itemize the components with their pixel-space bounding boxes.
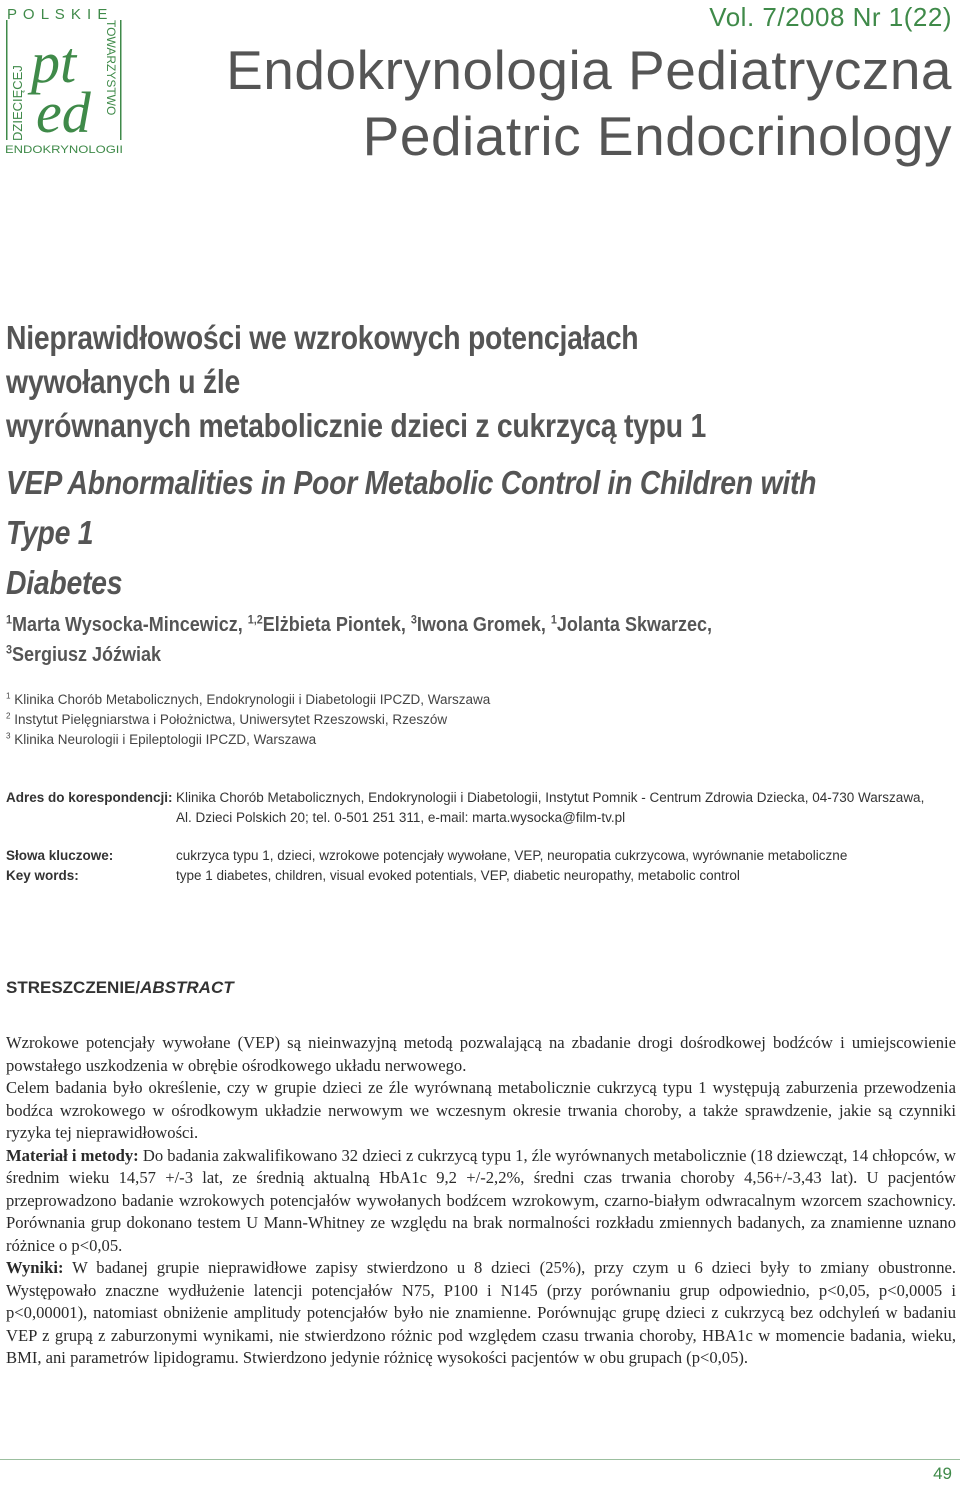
affiliation-list bbox=[6, 690, 706, 750]
abstract-paragraph: Materiał i metody: Do badania zakwalifikowano 32 dzieci z cukrzycą typu 1, źle wyrównanych metabolicznie (18 dziewcząt, 14 chłopców, w średnim wieku 14,57 +/-3 lat, ze średnią aktualną HbA1c 9,2 +/-2,2%, średni czas trwania choroby 4,56+/-3,43 lat). U pacjentów przeprowadzono badanie wzrokowych potencjałów wywołanych bodźcem wzrokowym, czarno-białym odwracalnym wzorcem szachownicy. Porównania grup dokonano testem U Mann-Whitney ze względu na brak normalności rozkładu zmiennych badanych, za znamienne uznano różnice o p<0,05. bbox=[6, 1145, 957, 1255]
results-label: Wyniki: bbox=[6, 1258, 64, 1277]
affiliation: $^1$ Klinika Chorób Metabolicznych, Endokrynologii i Diabetologii IPCZD, Warszawa bbox=[6, 691, 491, 707]
abstract-paragraph: Wyniki: W badanej grupie nieprawidłowe zapisy stwierdzono u 8 dzieci (25%), przy czym u 6 dzieci były to zmiany obustronne. Występowało znaczne wydłużenie latencji potencjałów N75, P100 i N145 (przy porównaniu grup odpowiednio, p<0,05, p<0,0005 i p<0,00001), natomiast obniżenie amplitudy potencjałów było nie znamienne. Porównując grupę dzieci z cukrzycą bez odchyleń w badaniu VEP z grupą z zaburzonymi wynikami, nie stwierdzono różnic pod względem czasu trwania choroby, HBA1c w momencie badania, wieku, BMI, ani parametrów lipidogramu. Stwierdzono jedynie różnicę wysokości pacjentów w obu grupach (p<0,05). bbox=[6, 1258, 956, 1367]
footer-divider bbox=[0, 1459, 960, 1460]
methods-label: Materiał i metody: bbox=[6, 1145, 139, 1165]
abstract-paragraph: Celem badania było określenie, czy w grupie dzieci ze źle wyrównaną metabolicznie cukrzycą typu 1 występują zaburzenia przewodzenia bodźca wzrokowego w ośrodkowym układzie nerwowym we wczesnym okresie trwania choroby, a także sprawdzenie, jakie są czynniki ryzyka tej nieprawidłowości. bbox=[6, 1078, 956, 1142]
abstract-body bbox=[6, 1032, 956, 1370]
keywords-en-label: Key words: bbox=[6, 868, 79, 883]
title-pl-line-2: wyrównanych metabolicznie dzieci z cukrzycą typu 1 bbox=[6, 407, 706, 444]
correspondence-label: Adres do korespondencji: bbox=[6, 790, 173, 805]
author: $^3$Iwona Gromek, bbox=[410, 612, 546, 636]
title-pl-line-1: Nieprawidłowości we wzrokowych potencjałach wywołanych u źle bbox=[6, 319, 639, 400]
keywords-en: type 1 diabetes, children, visual evoked potentials, VEP, diabetic neuropathy, metabolic control bbox=[176, 868, 740, 883]
logo-top-word: P O L S K I E bbox=[7, 6, 109, 23]
affiliation: $^2$ Instytut Pielęgniarstwa i Położnictwa, Uniwersytet Rzeszowski, Rzeszów bbox=[6, 711, 448, 727]
article-title-en bbox=[6, 458, 832, 608]
journal-title-en: Pediatric Endocrinology bbox=[362, 105, 952, 167]
authors-line-1 bbox=[6, 610, 816, 640]
affiliation: $^3$ Klinika Neurologii i Epileptologii IPCZD, Warszawa bbox=[6, 731, 317, 747]
logo-monogram-top: pt bbox=[31, 30, 77, 95]
correspondence-address-line-1: Klinika Chorób Metabolicznych, Endokrynologii i Diabetologii, Instytut Pomnik - Centrum Zdrowia Dziecka, 04-730 Warszawa, bbox=[176, 790, 925, 805]
authors-line-2 bbox=[6, 640, 816, 670]
correspondence-block bbox=[6, 790, 956, 830]
title-en-line-2: Diabetes bbox=[6, 564, 123, 601]
logo-monogram-bottom: ed bbox=[36, 80, 91, 145]
journal-logo bbox=[3, 4, 127, 154]
author: $^3$Sergiusz Jóźwiak bbox=[6, 642, 162, 666]
logo-right-word: TOWARZYSTWO bbox=[104, 20, 118, 116]
abstract-heading: STRESZCZENIE/ABSTRACT bbox=[6, 978, 234, 997]
author: $^1$Marta Wysocka-Mincewicz, bbox=[6, 612, 243, 636]
correspondence-address-line-2: Al. Dzieci Polskich 20; tel. 0-501 251 311, e-mail: marta.wysocka@film-tv.pl bbox=[176, 810, 626, 825]
keywords-pl: cukrzyca typu 1, dzieci, wzrokowe potencjały wywołane, VEP, neuropatia cukrzycowa, wyrównanie metaboliczne bbox=[176, 848, 848, 863]
logo-bottom-word: ENDOKRYNOLOGII bbox=[5, 144, 123, 154]
keywords-block bbox=[6, 848, 956, 888]
issue-info: Vol. 7/2008 Nr 1(22) bbox=[709, 2, 952, 32]
journal-title-pl: Endokrynologia Pediatryczna bbox=[226, 39, 952, 101]
author: $^1$Jolanta Skwarzec, bbox=[550, 612, 713, 636]
logo-left-word: DZIECIĘCEJ bbox=[10, 65, 25, 141]
page-number: 49 bbox=[933, 1464, 952, 1483]
abstract-paragraph: Wzrokowe potencjały wywołane (VEP) są nieinwazyjną metodą pozwalającą na zbadanie drogi dośrodkowej bodźców i umiejscowienie powstałego uszkodzenia w obrębie ośrodkowego układu nerwowego. bbox=[6, 1033, 956, 1075]
keywords-pl-label: Słowa kluczowe: bbox=[6, 848, 114, 863]
author-list bbox=[6, 610, 816, 670]
title-en-line-1: VEP Abnormalities in Poor Metabolic Control in Children with Type 1 bbox=[6, 464, 817, 551]
article-title-pl bbox=[6, 316, 780, 448]
author: $^{1,2}$Elżbieta Piontek, bbox=[247, 612, 406, 636]
